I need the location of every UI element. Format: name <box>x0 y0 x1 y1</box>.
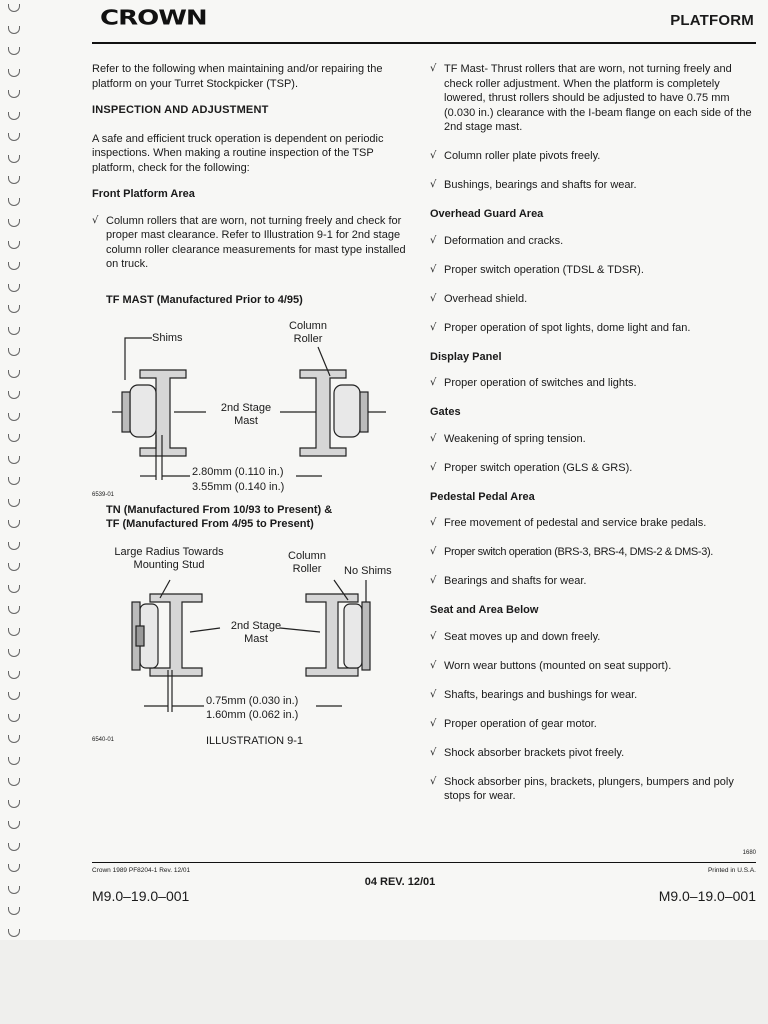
fig2-code: 6540-01 <box>92 737 115 743</box>
footer-code-left: M9.0–19.0–001 <box>92 888 190 904</box>
binding-ring <box>8 133 20 141</box>
intro-paragraph: Refer to the following when maintaining and/or repairing the platform on your Turret Stockpicker (TSP). <box>92 63 383 90</box>
seat-item <box>430 775 760 804</box>
overhead-item <box>430 234 760 249</box>
binding-ring <box>8 284 20 292</box>
check-mark: √ <box>430 63 437 74</box>
pedestal-item-text: Free movement of pedestal and service brake pedals. <box>444 517 707 529</box>
binding-ring <box>8 413 20 421</box>
right-column <box>430 62 760 818</box>
binding-ring <box>8 69 20 77</box>
footer-printed: Printed in U.S.A. <box>707 867 756 874</box>
overhead-item <box>430 292 760 307</box>
check-mark: √ <box>430 179 437 190</box>
binding-ring <box>8 47 20 55</box>
seat-item <box>430 746 760 761</box>
binding-ring <box>8 843 20 851</box>
front-platform-text: Column rollers that are worn, not turning freely and check for proper mast clearance. Refer to Illustration 9-1 for 2nd stage column roller clearance measurements for mast type installed on truck. <box>106 214 406 270</box>
pedestal-heading: Pedestal Pedal Area <box>430 490 535 503</box>
tf-mast-item <box>430 62 760 135</box>
display-item <box>430 376 760 391</box>
overhead-item-text: Proper switch operation (TDSL & TDSR). <box>444 263 644 276</box>
binding-ring <box>8 456 20 464</box>
fig2-column-roller-label: Column Roller <box>288 550 326 575</box>
footer-rule <box>92 862 756 863</box>
page-margin <box>0 940 768 1024</box>
binding-ring <box>8 649 20 657</box>
binding-ring <box>8 26 20 34</box>
overhead-item-text: Overhead shield. <box>444 292 528 305</box>
overhead-item-text: Deformation and cracks. <box>444 234 564 247</box>
binding-ring <box>8 499 20 507</box>
gates-item <box>430 461 760 476</box>
seat-item <box>430 717 760 732</box>
fig2-2nd-stage-label: 2nd Stage Mast <box>230 620 282 645</box>
check-mark: √ <box>430 546 437 557</box>
check-mark: √ <box>430 517 437 528</box>
pedestal-item-text: Proper switch operation (BRS-3, BRS-4, DMS-2 & DMS-3). <box>444 546 714 558</box>
section-title: PLATFORM <box>670 12 754 29</box>
seat-item-text: Shafts, bearings and bushings for wear. <box>444 688 638 701</box>
page-number-small: 1680 <box>742 850 756 856</box>
fig1-2nd-stage-label: 2nd Stage Mast <box>220 402 272 427</box>
check-mark: √ <box>430 575 437 586</box>
seat-item-text: Worn wear buttons (mounted on seat support). <box>444 659 672 672</box>
binding-ring <box>8 477 20 485</box>
fig1-dim1: 2.80mm (0.110 in.) <box>192 466 284 478</box>
tf-mast-text: TF Mast- Thrust rollers that are worn, not turning freely and check roller adjustment. When the platform is completely lowered, thrust rollers should be adjusted to have 0.75 mm (0.030 in.) clearance with the I-beam flange on each side of the 2nd stage mast. <box>444 63 752 133</box>
binding-ring <box>8 757 20 765</box>
fig1-left-roller <box>130 385 156 437</box>
binding-ring <box>8 778 20 786</box>
gates-heading: Gates <box>430 406 461 418</box>
fig2-diagram <box>120 572 390 722</box>
fig1-title: TF MAST (Manufactured Prior to 4/95) <box>106 294 303 306</box>
inspection-heading: INSPECTION AND ADJUSTMENT <box>92 104 269 116</box>
binding-ring <box>8 907 20 915</box>
fig2-dim2: 1.60mm (0.062 in.) <box>206 709 299 721</box>
binding-ring <box>8 714 20 722</box>
fig1-column-roller-label: Column Roller <box>289 320 327 345</box>
pedestal-item <box>430 545 760 560</box>
fig2-large-radius-label: Large Radius Towards Mounting Stud <box>114 546 224 571</box>
binding-ring <box>8 112 20 120</box>
check-mark: √ <box>430 292 437 304</box>
binding-ring <box>8 542 20 550</box>
fig1-shims-label: Shims <box>152 332 183 344</box>
binding-ring <box>8 520 20 528</box>
pedestal-item-text: Bearings and shafts for wear. <box>444 575 587 587</box>
binding-ring <box>8 434 20 442</box>
binding-ring <box>8 735 20 743</box>
binding-ring <box>8 585 20 593</box>
binding-ring <box>8 155 20 163</box>
fig2-dim1: 0.75mm (0.030 in.) <box>206 695 299 707</box>
illustration-caption: ILLUSTRATION 9-1 <box>206 735 303 747</box>
bushings-text: Bushings, bearings and shafts for wear. <box>444 179 637 191</box>
column-roller-plate-item <box>430 149 760 164</box>
crown-logo: CROWN <box>100 6 207 30</box>
fig1-dim2: 3.55mm (0.140 in.) <box>192 481 285 493</box>
fig2-no-shims-label: No Shims <box>344 565 392 577</box>
display-panel-heading: Display Panel <box>430 350 502 363</box>
binding-ring <box>8 606 20 614</box>
front-platform-item <box>92 214 418 272</box>
check-mark: √ <box>430 432 437 444</box>
fig2-title-line2: TF (Manufactured From 4/95 to Present) <box>106 518 314 530</box>
seat-item <box>430 688 760 703</box>
footer-revision: 04 REV. 12/01 <box>364 876 436 888</box>
check-mark: √ <box>430 746 437 758</box>
gates-item <box>430 432 760 447</box>
pedestal-item <box>430 574 760 589</box>
fig2-right-roller <box>344 604 362 668</box>
footer-copyright: Crown 1989 PF8204-1 Rev. 12/01 <box>92 867 191 874</box>
binding-ring <box>8 348 20 356</box>
binding-ring <box>8 241 20 249</box>
check-mark: √ <box>430 150 437 161</box>
header-rule <box>92 42 756 44</box>
display-item-text: Proper operation of switches and lights. <box>444 377 637 389</box>
check-mark: √ <box>430 688 437 700</box>
binding-ring <box>8 563 20 571</box>
gates-item-text: Weakening of spring tension. <box>444 432 586 445</box>
seat-item <box>430 659 760 674</box>
overhead-item <box>430 321 760 336</box>
binding-ring <box>8 628 20 636</box>
fig1-right-roller <box>334 385 360 437</box>
binding-ring <box>8 327 20 335</box>
check-mark: √ <box>430 461 437 473</box>
binding-ring <box>8 370 20 378</box>
binding-ring <box>8 4 20 12</box>
column-roller-plate-text: Column roller plate pivots freely. <box>444 150 601 162</box>
left-column <box>92 62 418 286</box>
footer-code-right: M9.0–19.0–001 <box>658 888 756 904</box>
check-mark: √ <box>430 234 437 246</box>
bushings-item <box>430 178 760 193</box>
binding-ring <box>8 692 20 700</box>
overhead-guard-heading: Overhead Guard Area <box>430 208 544 220</box>
seat-heading: Seat and Area Below <box>430 604 539 616</box>
fig1-left-shims <box>122 392 130 432</box>
seat-item-text: Seat moves up and down freely. <box>444 630 601 643</box>
overhead-item-text: Proper operation of spot lights, dome light and fan. <box>444 321 691 334</box>
check-mark: √ <box>92 214 99 226</box>
fig1-code: 6539-01 <box>92 492 115 498</box>
front-platform-heading: Front Platform Area <box>92 188 195 200</box>
check-mark: √ <box>430 321 437 333</box>
binding-ring <box>8 886 20 894</box>
seat-item-text: Shock absorber brackets pivot freely. <box>444 746 625 759</box>
fig1-diagram <box>110 330 400 500</box>
check-mark: √ <box>430 717 437 729</box>
binding-ring <box>8 262 20 270</box>
binding-ring <box>8 219 20 227</box>
spiral-binding <box>2 0 24 940</box>
gates-item-text: Proper switch operation (GLS & GRS). <box>444 461 633 474</box>
binding-ring <box>8 864 20 872</box>
pedestal-item <box>430 516 760 531</box>
check-mark: √ <box>430 630 437 642</box>
binding-ring <box>8 800 20 808</box>
binding-ring <box>8 90 20 98</box>
binding-ring <box>8 176 20 184</box>
binding-ring <box>8 821 20 829</box>
fig2-title-line1: TN (Manufactured From 10/93 to Present) & <box>106 504 333 516</box>
check-mark: √ <box>430 659 437 671</box>
seat-item <box>430 630 760 645</box>
inspection-paragraph: A safe and efficient truck operation is dependent on periodic inspections. When making a routine inspection of the TSP platform, check for the following: <box>92 132 384 174</box>
seat-item-text: Proper operation of gear motor. <box>444 717 597 730</box>
binding-ring <box>8 671 20 679</box>
seat-item-text: Shock absorber pins, brackets, plungers, bumpers and poly stops for wear. <box>444 775 734 802</box>
check-mark: √ <box>430 775 437 787</box>
binding-ring <box>8 391 20 399</box>
check-mark: √ <box>430 377 437 388</box>
overhead-item <box>430 263 760 278</box>
binding-ring <box>8 198 20 206</box>
binding-ring <box>8 305 20 313</box>
binding-ring <box>8 929 20 937</box>
check-mark: √ <box>430 263 437 275</box>
